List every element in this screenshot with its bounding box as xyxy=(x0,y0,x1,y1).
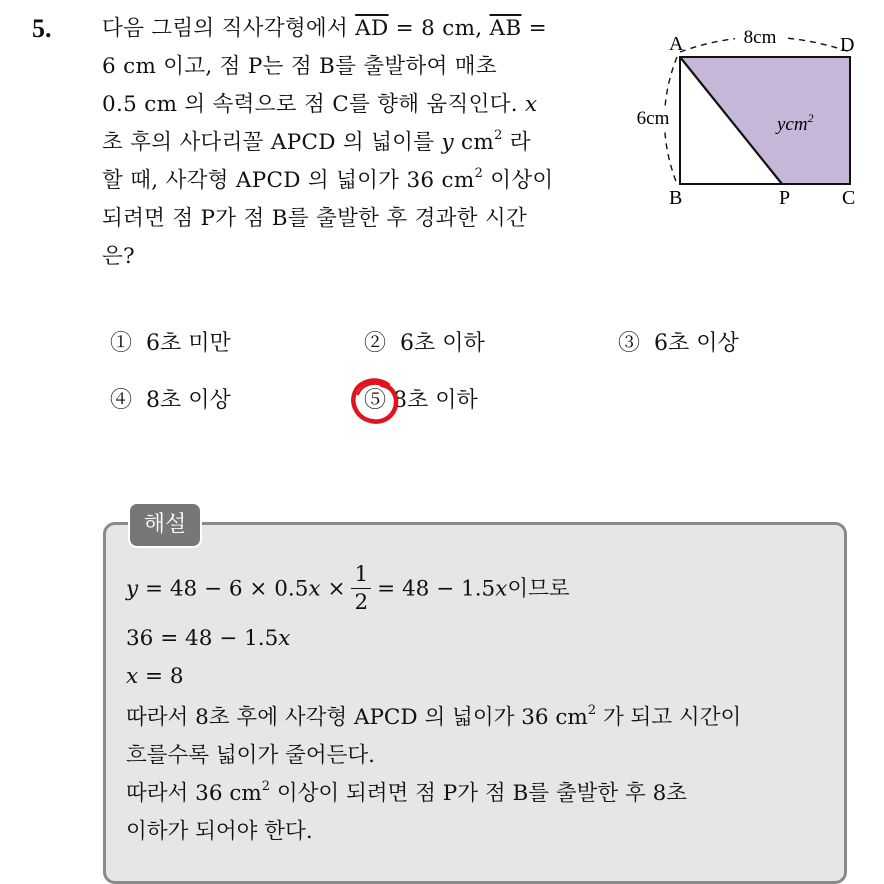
question-line: 할 때, 사각형 APCD 의 넓이가 36 $cm^2$ 이상이 xyxy=(102,166,554,193)
solution-line-5: 흐를수록 넓이가 줄어든다. xyxy=(126,743,375,768)
question-text xyxy=(102,10,622,276)
choice-4[interactable]: ④ 8초 이상 xyxy=(110,388,231,413)
area-label: ycm$^2$ xyxy=(777,111,814,135)
vertex-p: P xyxy=(779,187,791,209)
rectangle-figure xyxy=(622,22,872,212)
vertex-d: D xyxy=(840,34,855,56)
solution-line-1: y = 48 − 6 × 0.5x × $\frac{1}{2}$ = 48 − 1.5x이므로 xyxy=(126,562,570,615)
vertex-a: A xyxy=(669,33,684,55)
solution-line-3: x = 8 xyxy=(126,664,184,689)
question-line: 다음 그림의 직사각형에서 $\overline{AD} = 8$ cm, $\overline{AB}$ = xyxy=(102,16,547,41)
choice-5[interactable]: ⑤ 8초 이하 xyxy=(364,388,478,413)
question-line: 6 cm 이고, 점 P는 점 B를 출발하여 매초 xyxy=(102,54,497,79)
question-line: 초 후의 사다리꼴 APCD 의 넓이를 y $cm^2$ 라 xyxy=(102,128,531,155)
solution-tag: 해설 xyxy=(128,502,202,548)
question-line: 0.5 cm 의 속력으로 점 C를 향해 움직인다. x xyxy=(102,92,538,117)
solution-line-2: 36 = 48 − 1.5x xyxy=(126,626,291,651)
trapezoid-apcd xyxy=(680,57,850,184)
side-length-label: 6cm xyxy=(636,108,670,129)
solution-line-7: 이하가 되어야 한다. xyxy=(126,819,313,844)
choice-3[interactable]: ③ 6초 이상 xyxy=(618,331,739,356)
solution-line-6: 따라서 36 $cm^2$ 이상이 되려면 점 P가 점 B를 출발한 후 8초 xyxy=(126,779,688,806)
fraction-one-half: $\frac{1}{2}$ xyxy=(351,562,371,617)
choice-2[interactable]: ② 6초 이하 xyxy=(364,331,485,356)
choice-1[interactable]: ① 6초 미만 xyxy=(110,331,231,356)
answer-circle-mark xyxy=(348,376,402,426)
vertex-b: B xyxy=(669,187,683,209)
vertex-c: C xyxy=(842,187,856,209)
question-number: 5. xyxy=(32,14,52,43)
question-line: 은? xyxy=(102,244,135,269)
question-line: 되려면 점 P가 점 B를 출발한 후 경과한 시간 xyxy=(102,206,528,231)
top-length-label: 8cm xyxy=(743,27,777,48)
solution-line-4: 따라서 8초 후에 사각형 APCD 의 넓이가 36 $cm^2$ 가 되고 시간이 xyxy=(126,703,742,730)
